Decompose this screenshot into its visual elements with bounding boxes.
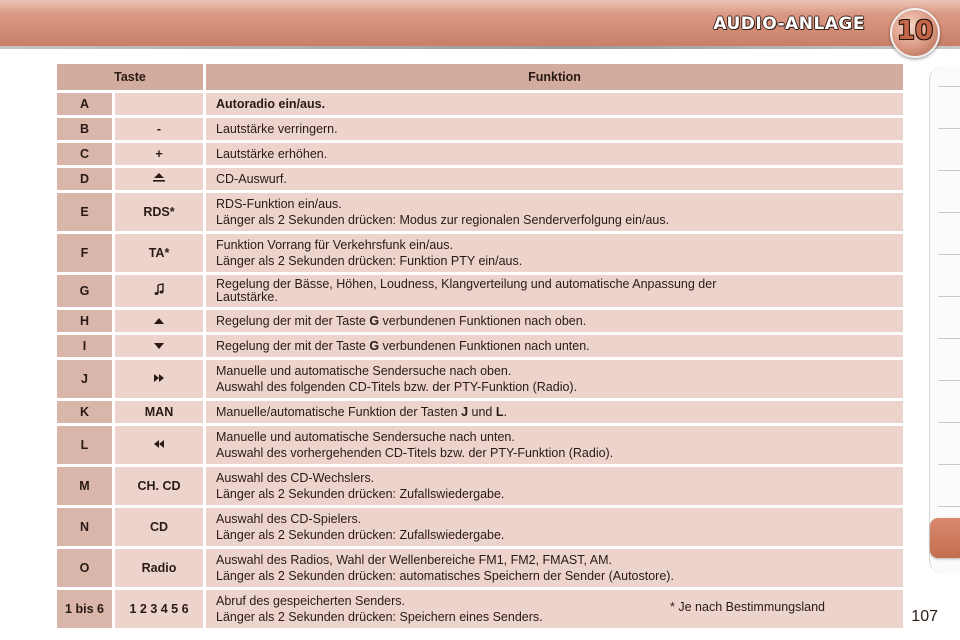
- footnote: * Je nach Bestimmungsland: [670, 600, 825, 614]
- function-line: CD-Auswurf.: [216, 171, 287, 186]
- function-line: Manuelle und automatische Sendersuche nach oben.: [216, 364, 512, 378]
- function-line: Funktion Vorrang für Verkehrsfunk ein/aus.: [216, 238, 453, 252]
- tab-notch: [938, 422, 960, 423]
- chapter-title: AUDIO-ANLAGE: [713, 14, 865, 34]
- row-function-text: [206, 467, 903, 505]
- row-function-text: [206, 118, 903, 140]
- function-line: Regelung der mit der Taste G verbundenen Funktionen nach unten.: [216, 338, 590, 353]
- row-button-label: TA*: [115, 234, 206, 272]
- row-key-label: N: [57, 508, 115, 546]
- seek-forward-icon: [153, 372, 165, 387]
- tab-notch: [938, 86, 960, 87]
- row-function-text: [206, 275, 903, 307]
- row-button-icon-cell: [115, 310, 206, 332]
- chapter-badge: [890, 8, 940, 58]
- table-header-row: [57, 64, 903, 90]
- table-row: [57, 310, 903, 332]
- row-button-icon-cell: [115, 168, 206, 190]
- header-divider: [0, 46, 960, 49]
- row-key-label: E: [57, 193, 115, 231]
- row-button-label: Radio: [115, 549, 206, 587]
- eject-icon: [151, 171, 167, 187]
- function-line: Länger als 2 Sekunden drücken: Funktion PTY ein/aus.: [216, 254, 523, 268]
- function-line: Länger als 2 Sekunden drücken: Modus zur regionalen Senderverfolgung ein/aus.: [216, 213, 670, 227]
- row-function-text: [206, 335, 903, 357]
- function-line: Regelung der mit der Taste G verbundenen Funktionen nach oben.: [216, 313, 587, 328]
- row-function-text: [206, 193, 903, 231]
- row-function-text: [206, 310, 903, 332]
- table-row: [57, 508, 903, 546]
- function-line: Auswahl des vorhergehenden CD-Titels bzw. der PTY-Funktion (Radio).: [216, 446, 614, 460]
- row-key-label: G: [57, 275, 115, 307]
- function-line: Auswahl des folgenden CD-Titels bzw. der PTY-Funktion (Radio).: [216, 380, 578, 394]
- row-button-label: +: [115, 143, 206, 165]
- row-key-label: B: [57, 118, 115, 140]
- table-row: [57, 426, 903, 464]
- table-row: [57, 193, 903, 231]
- table-row: [57, 234, 903, 272]
- row-button-icon-cell: [115, 360, 206, 398]
- function-line: Auswahl des CD-Spielers.: [216, 512, 362, 526]
- table-row: [57, 467, 903, 505]
- row-key-label: D: [57, 168, 115, 190]
- row-key-label: H: [57, 310, 115, 332]
- column-header-funktion: Funktion: [206, 64, 903, 90]
- function-line: Manuelle/automatische Funktion der Tasten J und L.: [216, 404, 507, 419]
- row-button-label: RDS*: [115, 193, 206, 231]
- row-button-label: MAN: [115, 401, 206, 423]
- row-function-text: [206, 93, 903, 115]
- chapter-header-band: [0, 0, 960, 46]
- function-line: Länger als 2 Sekunden drücken: Speichern eines Senders.: [216, 610, 543, 624]
- function-line: Auswahl des Radios, Wahl der Wellenbereiche FM1, FM2, FMAST, AM.: [216, 553, 612, 567]
- function-line: Lautstärke erhöhen.: [216, 146, 328, 161]
- function-line: Länger als 2 Sekunden drücken: Zufallswiedergabe.: [216, 487, 505, 501]
- table-row: [57, 275, 903, 307]
- button-function-table-wrap: [57, 64, 903, 631]
- row-button-label: [115, 93, 206, 115]
- function-line: Lautstärke.: [216, 290, 278, 304]
- row-function-text: [206, 168, 903, 190]
- table-row: [57, 549, 903, 587]
- row-function-text: [206, 143, 903, 165]
- chapter-side-tabs: [929, 66, 960, 574]
- arrow-down-icon: [153, 339, 165, 354]
- row-function-text: [206, 508, 903, 546]
- row-function-text: [206, 426, 903, 464]
- row-key-label: C: [57, 143, 115, 165]
- row-key-label: A: [57, 93, 115, 115]
- row-key-label: K: [57, 401, 115, 423]
- table-row: [57, 401, 903, 423]
- row-button-label: 1 2 3 4 5 6: [115, 590, 206, 628]
- tab-notch: [938, 254, 960, 255]
- row-function-text: [206, 401, 903, 423]
- row-key-label: O: [57, 549, 115, 587]
- table-row: [57, 118, 903, 140]
- row-function-text: [206, 234, 903, 272]
- row-button-label: -: [115, 118, 206, 140]
- row-button-icon-cell: [115, 275, 206, 307]
- header-shine: [0, 0, 960, 14]
- tab-notch: [938, 170, 960, 171]
- function-line: Lautstärke verringern.: [216, 121, 338, 136]
- function-line: Abruf des gespeicherten Senders.: [216, 594, 406, 608]
- row-function-text: [206, 549, 903, 587]
- function-line: Autoradio ein/aus.: [216, 96, 326, 111]
- side-tab-active[interactable]: [930, 518, 960, 558]
- row-key-label: 1 bis 6: [57, 590, 115, 628]
- row-button-icon-cell: [115, 335, 206, 357]
- table-body: [57, 93, 903, 628]
- function-line: Länger als 2 Sekunden drücken: automatisches Speichern der Sender (Autostore).: [216, 569, 674, 583]
- row-key-label: M: [57, 467, 115, 505]
- tab-notch: [938, 128, 960, 129]
- row-key-label: F: [57, 234, 115, 272]
- row-key-label: I: [57, 335, 115, 357]
- row-button-label: CD: [115, 508, 206, 546]
- arrow-up-icon: [153, 314, 165, 329]
- row-function-text: [206, 360, 903, 398]
- tab-notch: [938, 380, 960, 381]
- button-function-table: [57, 61, 903, 631]
- table-row: [57, 168, 903, 190]
- music-note-icon: [153, 283, 165, 300]
- table-row: [57, 360, 903, 398]
- tab-notch: [938, 296, 960, 297]
- tab-notch: [938, 464, 960, 465]
- tab-notch: [938, 506, 960, 507]
- row-button-label: CH. CD: [115, 467, 206, 505]
- column-header-taste: Taste: [57, 64, 206, 90]
- row-key-label: L: [57, 426, 115, 464]
- function-line: Länger als 2 Sekunden drücken: Zufallswiedergabe.: [216, 528, 505, 542]
- tab-notch: [938, 338, 960, 339]
- row-button-icon-cell: [115, 426, 206, 464]
- function-line: RDS-Funktion ein/aus.: [216, 197, 342, 211]
- function-line: Regelung der Bässe, Höhen, Loudness, Klangverteilung und automatische Anpassung der: [216, 277, 717, 291]
- tab-notch: [938, 212, 960, 213]
- table-row: [57, 143, 903, 165]
- function-line: Auswahl des CD-Wechslers.: [216, 471, 375, 485]
- function-line: Manuelle und automatische Sendersuche nach unten.: [216, 430, 515, 444]
- table-row: [57, 93, 903, 115]
- row-key-label: J: [57, 360, 115, 398]
- table-row: [57, 335, 903, 357]
- seek-back-icon: [153, 438, 165, 453]
- chapter-number: 10: [896, 16, 934, 46]
- page-number: 107: [911, 608, 938, 625]
